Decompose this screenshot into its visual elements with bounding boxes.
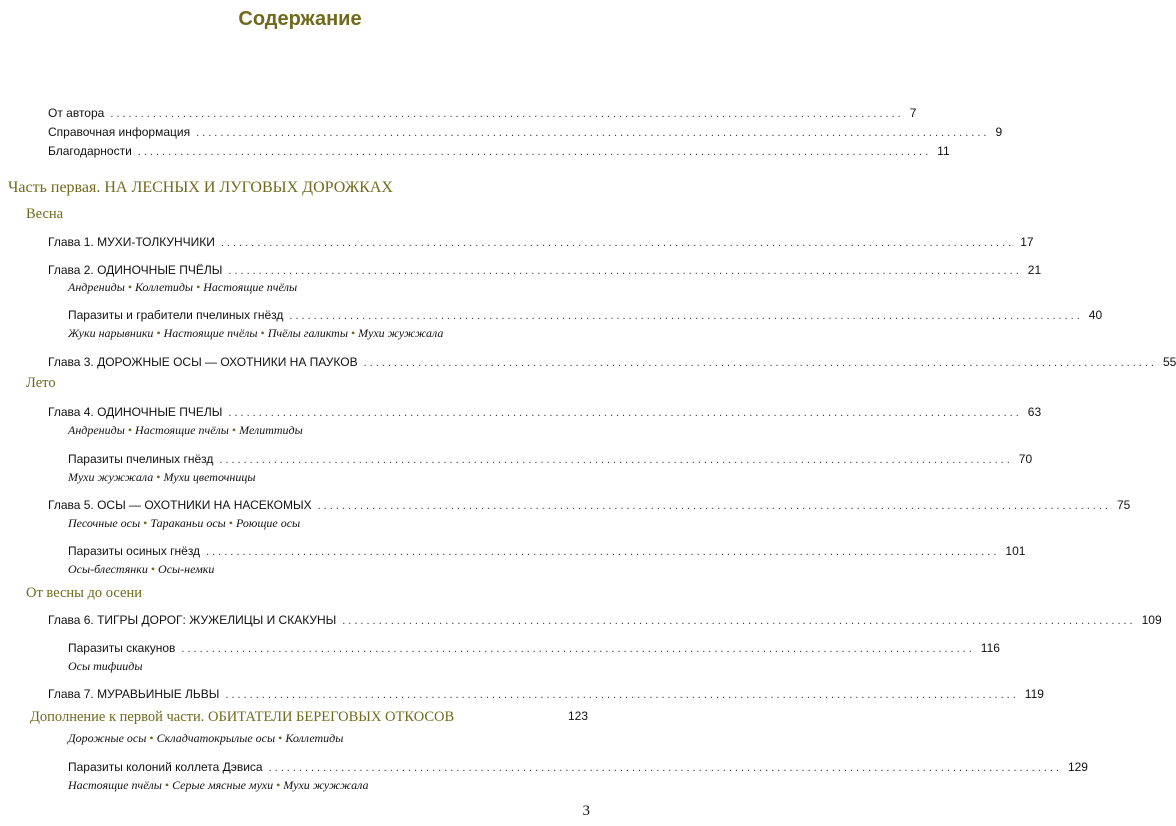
toc-entry-label: Глава 6. ТИГРЫ ДОРОГ: ЖУЖЕЛИЦЫ И СКАКУНЫ xyxy=(48,613,337,627)
subtopic-item: Складчатокрылые осы xyxy=(156,731,276,745)
toc-entry[interactable] xyxy=(48,686,1044,702)
toc-entry-page: 40 xyxy=(1088,308,1103,322)
toc-entry-page: 11 xyxy=(937,144,950,158)
subtopic-item: Коллетиды xyxy=(135,280,194,294)
toc-entry-label: Паразиты скакунов xyxy=(68,641,176,655)
toc-entry-page: 101 xyxy=(1005,544,1026,558)
toc-entry-label: Паразиты пчелиных гнёзд xyxy=(68,452,214,466)
leader-dots: ................................................................................................................................... xyxy=(228,407,1022,419)
leader-dots: ................................................................................................................................... xyxy=(137,146,932,158)
addendum-prefix: Дополнение к первой части. xyxy=(30,709,208,725)
subtopics xyxy=(68,423,303,438)
bullet-separator: • xyxy=(231,423,237,437)
subtopics xyxy=(68,280,297,295)
toc-entry-label: Благодарности xyxy=(48,144,132,158)
toc-entry[interactable] xyxy=(68,451,1033,467)
leader-dots: ................................................................................................................................... xyxy=(268,762,1062,774)
subtopic-item: Мелиттиды xyxy=(239,423,303,437)
bullet-separator: • xyxy=(127,423,133,437)
subtopic-item: Осы тифииды xyxy=(68,659,143,673)
bullet-separator: • xyxy=(149,731,154,745)
toc-entry-page: 7 xyxy=(909,106,917,120)
subtopic-item: Песочные осы xyxy=(68,516,141,530)
leader-dots: ................................................................................................................................... xyxy=(206,546,1000,558)
toc-entry-label: Глава 5. ОСЫ — ОХОТНИКИ НА НАСЕКОМЫХ xyxy=(48,498,312,512)
toc-entry[interactable] xyxy=(68,640,1000,656)
toc-entry-page: 17 xyxy=(1020,235,1034,249)
toc-entry[interactable] xyxy=(48,497,1131,513)
leader-dots: ................................................................................................................................... xyxy=(110,108,904,120)
subtopic-item: Мухи жужжала xyxy=(358,326,444,340)
subtopic-item: Жуки нарывники xyxy=(68,326,154,340)
toc-entry-label: Паразиты и грабители пчелиных гнёзд xyxy=(68,308,284,322)
toc-entry-front[interactable] xyxy=(48,105,917,121)
toc-entry-label: Глава 7. МУРАВЬИНЫЕ ЛЬВЫ xyxy=(48,687,220,701)
season-heading: Лето xyxy=(26,375,56,391)
bullet-separator: • xyxy=(150,562,156,576)
toc-entry-label: Паразиты осиных гнёзд xyxy=(68,544,201,558)
toc-entry-label: Глава 2. ОДИНОЧНЫЕ ПЧЁЛЫ xyxy=(48,263,223,277)
subtopic-item: Настоящие пчёлы xyxy=(135,423,229,437)
toc-entry-front[interactable] xyxy=(48,124,1003,140)
leader-dots: ................................................................................................................................... xyxy=(196,127,990,139)
toc-entry[interactable] xyxy=(48,234,1034,250)
toc-entry-label: Глава 3. ДОРОЖНЫЕ ОСЫ — ОХОТНИКИ НА ПАУКОВ xyxy=(48,355,358,369)
bullet-separator: • xyxy=(260,326,265,340)
part-heading[interactable] xyxy=(8,179,393,197)
toc-entry[interactable] xyxy=(68,543,1026,559)
leader-dots: ................................................................................................................................... xyxy=(220,237,1015,249)
subtopic-item: Андрениды xyxy=(68,280,125,294)
subtopic-item: Настоящие пчёлы xyxy=(203,280,298,294)
season-heading: От весны до осени xyxy=(26,585,142,601)
part-prefix: Часть первая. xyxy=(8,179,105,196)
toc-entry-front[interactable] xyxy=(48,143,950,159)
bullet-separator: • xyxy=(156,326,161,340)
bullet-separator: • xyxy=(276,778,281,792)
toc-entry[interactable] xyxy=(48,262,1042,278)
toc-entry-page: 129 xyxy=(1067,760,1088,774)
season-heading: Весна xyxy=(26,206,64,222)
toc-entry-page: 70 xyxy=(1018,452,1033,466)
toc-entry-page: 109 xyxy=(1141,613,1162,627)
subtopics xyxy=(68,659,143,674)
toc-entry-label: Глава 1. МУХИ-ТОЛКУНЧИКИ xyxy=(48,235,215,249)
subtopics xyxy=(68,731,343,746)
toc-entry[interactable] xyxy=(48,354,1176,370)
toc-entry[interactable] xyxy=(68,759,1088,775)
subtopic-item: Мухи жужжала xyxy=(283,778,369,792)
leader-dots: ................................................................................................................................... xyxy=(225,689,1019,701)
subtopics xyxy=(68,562,214,577)
leader-dots: ................................................................................................................................... xyxy=(317,500,1111,512)
subtopics xyxy=(68,778,369,793)
bullet-separator: • xyxy=(350,326,356,340)
bullet-separator: • xyxy=(228,516,233,530)
leader-dots: ................................................................................................................................... xyxy=(228,265,1022,277)
subtopic-item: Роющие осы xyxy=(235,516,301,530)
subtopic-item: Осы-немки xyxy=(158,562,215,576)
toc-entry-page: 75 xyxy=(1116,498,1131,512)
leader-dots: ................................................................................................................................... xyxy=(363,357,1157,369)
bullet-separator: • xyxy=(196,280,201,294)
subtopic-item: Тараканьи осы xyxy=(150,516,226,530)
bullet-separator: • xyxy=(143,516,148,530)
toc-entry-page: 21 xyxy=(1027,263,1042,277)
toc-entry-label: От автора xyxy=(48,106,105,120)
subtopic-item: Дорожные осы xyxy=(68,731,147,745)
leader-dots: ................................................................................................................................... xyxy=(289,310,1083,322)
subtopic-item: Осы-блестянки xyxy=(68,562,148,576)
subtopic-item: Настоящие пчёлы xyxy=(163,326,258,340)
toc-entry[interactable] xyxy=(48,612,1162,628)
subtopics xyxy=(68,516,300,531)
leader-dots: ................................................................................................................................... xyxy=(181,643,975,655)
bullet-separator: • xyxy=(127,280,133,294)
toc-entry-label: Глава 4. ОДИНОЧНЫЕ ПЧЕЛЫ xyxy=(48,405,223,419)
bullet-separator: • xyxy=(278,731,283,745)
subtopic-item: Серые мясные мухи xyxy=(172,778,274,792)
toc-entry-page: 55 xyxy=(1162,355,1176,369)
subtopic-item: Андрениды xyxy=(68,423,125,437)
subtopic-item: Мухи цветочницы xyxy=(163,470,256,484)
toc-entry-label: Паразиты колоний коллета Дэвиса xyxy=(68,760,263,774)
bullet-separator: • xyxy=(164,778,170,792)
subtopic-item: Мухи жужжала xyxy=(68,470,154,484)
toc-entry-page: 116 xyxy=(980,641,1000,655)
toc-entry-page: 119 xyxy=(1024,687,1044,701)
addendum-page: 123 xyxy=(567,709,588,723)
subtopics xyxy=(68,326,443,341)
subtopic-item: Коллетиды xyxy=(285,731,344,745)
toc-entry-page: 63 xyxy=(1027,405,1042,419)
toc-entry-page: 9 xyxy=(995,125,1003,139)
addendum-name: ОБИТАТЕЛИ БЕРЕГОВЫХ ОТКОСОВ xyxy=(207,709,455,725)
page-title: Содержание xyxy=(238,8,362,30)
bullet-separator: • xyxy=(156,470,161,484)
toc-entry[interactable] xyxy=(48,404,1042,420)
part-name: НА ЛЕСНЫХ И ЛУГОВЫХ ДОРОЖКАХ xyxy=(104,179,393,196)
subtopic-item: Настоящие пчёлы xyxy=(68,778,162,792)
subtopics xyxy=(68,470,255,485)
addendum-heading[interactable] xyxy=(30,709,588,726)
leader-dots: ................................................................................................................................... xyxy=(219,454,1013,466)
leader-dots: ................................................................................................................................... xyxy=(342,615,1136,627)
toc-entry-label: Справочная информация xyxy=(48,125,191,139)
toc-entry[interactable] xyxy=(68,307,1103,323)
subtopic-item: Пчёлы галикты xyxy=(267,326,348,340)
page-number: 3 xyxy=(582,803,590,819)
